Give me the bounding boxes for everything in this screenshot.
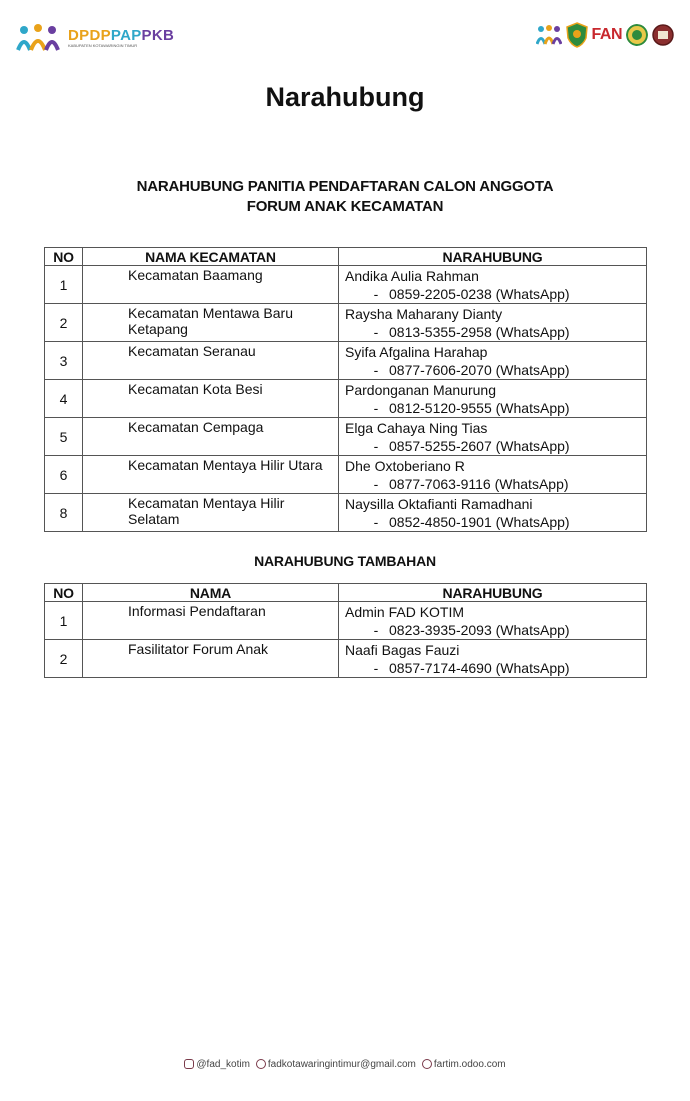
row-contact [339, 266, 647, 304]
row-contact [339, 380, 647, 418]
instagram-icon [184, 1059, 194, 1069]
row-contact [339, 456, 647, 494]
page-title: Narahubung [265, 82, 425, 112]
table-row [45, 640, 647, 678]
dpppappkb-logo [16, 22, 176, 54]
regency-shield-icon [566, 22, 588, 48]
row-number: 5 [45, 418, 83, 456]
row-contact [339, 342, 647, 380]
logo-subtitle: KABUPATEN KOTAWARINGIN TIMUR [68, 43, 138, 48]
row-contact [339, 640, 647, 678]
bullet-dash: - [373, 400, 379, 416]
table-row [45, 304, 647, 342]
contact-name: Naysilla Oktafianti Ramadhani [345, 496, 533, 512]
row-contact [339, 602, 647, 640]
table-row [45, 494, 647, 532]
table-header-row [45, 248, 647, 266]
table-row [45, 342, 647, 380]
row-number: 8 [45, 494, 83, 532]
contact-name: Elga Cahaya Ning Tias [345, 420, 488, 436]
row-name: Informasi Pendaftaran [83, 602, 339, 640]
bullet-dash: - [373, 286, 379, 302]
page-header [16, 18, 674, 58]
contact-name: Syifa Afgalina Harahap [345, 344, 488, 360]
bullet-dash: - [373, 514, 379, 530]
row-number: 3 [45, 342, 83, 380]
contact-name: Pardonganan Manurung [345, 382, 497, 398]
row-name: Kecamatan Baamang [83, 266, 339, 304]
row-contact [339, 304, 647, 342]
header-narahubung: NARAHUBUNG [339, 584, 647, 602]
globe-icon [422, 1059, 432, 1069]
row-number: 6 [45, 456, 83, 494]
section1-title: NARAHUBUNG PANITIA PENDAFTARAN CALON ANGGOTA FORUM ANAK KECAMATAN [136, 178, 554, 215]
row-name: Kecamatan Mentawa Baru Ketapang [83, 304, 339, 342]
contact-phone[interactable]: - 0823-3935-2093 (WhatsApp) [345, 621, 646, 639]
row-name: Fasilitator Forum Anak [83, 640, 339, 678]
contact-name: Admin FAD KOTIM [345, 604, 465, 620]
row-name: Kecamatan Seranau [83, 342, 339, 380]
email-icon [256, 1059, 266, 1069]
contact-phone[interactable]: - 0877-7063-9116 (WhatsApp) [345, 475, 646, 493]
bullet-dash: - [373, 660, 379, 676]
contact-name: Raysha Maharany Dianty [345, 306, 503, 322]
row-name: Kecamatan Kota Besi [83, 380, 339, 418]
logo-wordmark: DPDPPAPPKB [68, 27, 175, 44]
row-number: 2 [45, 304, 83, 342]
page-footer [0, 1059, 690, 1070]
bullet-dash: - [373, 622, 379, 638]
bullet-dash: - [373, 324, 379, 340]
row-name: Kecamatan Cempaga [83, 418, 339, 456]
email-contact[interactable]: fadkotawaringintimur@gmail.com [256, 1059, 416, 1070]
header-narahubung: NARAHUBUNG [339, 248, 647, 266]
contact-name: Naafi Bagas Fauzi [345, 642, 460, 658]
organization-seal-icon [652, 24, 674, 46]
contact-phone[interactable]: - 0857-5255-2607 (WhatsApp) [345, 437, 646, 455]
bullet-dash: - [373, 362, 379, 378]
contact-phone[interactable]: - 0857-7174-4690 (WhatsApp) [345, 659, 646, 677]
header-nama-kecamatan: NAMA KECAMATAN [83, 248, 339, 266]
instagram-contact[interactable]: @fad_kotim [184, 1059, 250, 1070]
header-no: NO [45, 584, 83, 602]
contact-phone[interactable]: - 0859-2205-0238 (WhatsApp) [345, 285, 646, 303]
bullet-dash: - [373, 476, 379, 492]
contact-name: Dhe Oxtoberiano R [345, 458, 465, 474]
forum-seal-icon [626, 24, 648, 46]
section2-title: NARAHUBUNG TAMBAHAN [254, 553, 436, 569]
contact-name: Andika Aulia Rahman [345, 268, 479, 284]
row-number: 4 [45, 380, 83, 418]
additional-contact-table [44, 583, 647, 678]
partner-logos [536, 22, 675, 48]
table-row [45, 266, 647, 304]
contact-phone[interactable]: - 0812-5120-9555 (WhatsApp) [345, 399, 646, 417]
row-contact [339, 494, 647, 532]
table-row [45, 602, 647, 640]
contact-phone[interactable]: - 0852-4850-1901 (WhatsApp) [345, 513, 646, 531]
row-number: 2 [45, 640, 83, 678]
table-header-row [45, 584, 647, 602]
header-nama: NAMA [83, 584, 339, 602]
row-name: Kecamatan Mentaya Hilir Utara [83, 456, 339, 494]
header-no: NO [45, 248, 83, 266]
row-contact [339, 418, 647, 456]
table-row [45, 456, 647, 494]
contact-phone[interactable]: - 0813-5355-2958 (WhatsApp) [345, 323, 646, 341]
table-row [45, 418, 647, 456]
table-row [45, 380, 647, 418]
kecamatan-contact-table [44, 247, 647, 532]
fan-logo: FAN [591, 26, 622, 43]
bullet-dash: - [373, 438, 379, 454]
row-number: 1 [45, 602, 83, 640]
contact-phone[interactable]: - 0877-7606-2070 (WhatsApp) [345, 361, 646, 379]
row-name: Kecamatan Mentaya Hilir Selatam [83, 494, 339, 532]
people-logo-icon [536, 24, 562, 46]
website-contact[interactable]: fartim.odoo.com [422, 1059, 506, 1070]
row-number: 1 [45, 266, 83, 304]
people-logo-icon [16, 22, 62, 54]
